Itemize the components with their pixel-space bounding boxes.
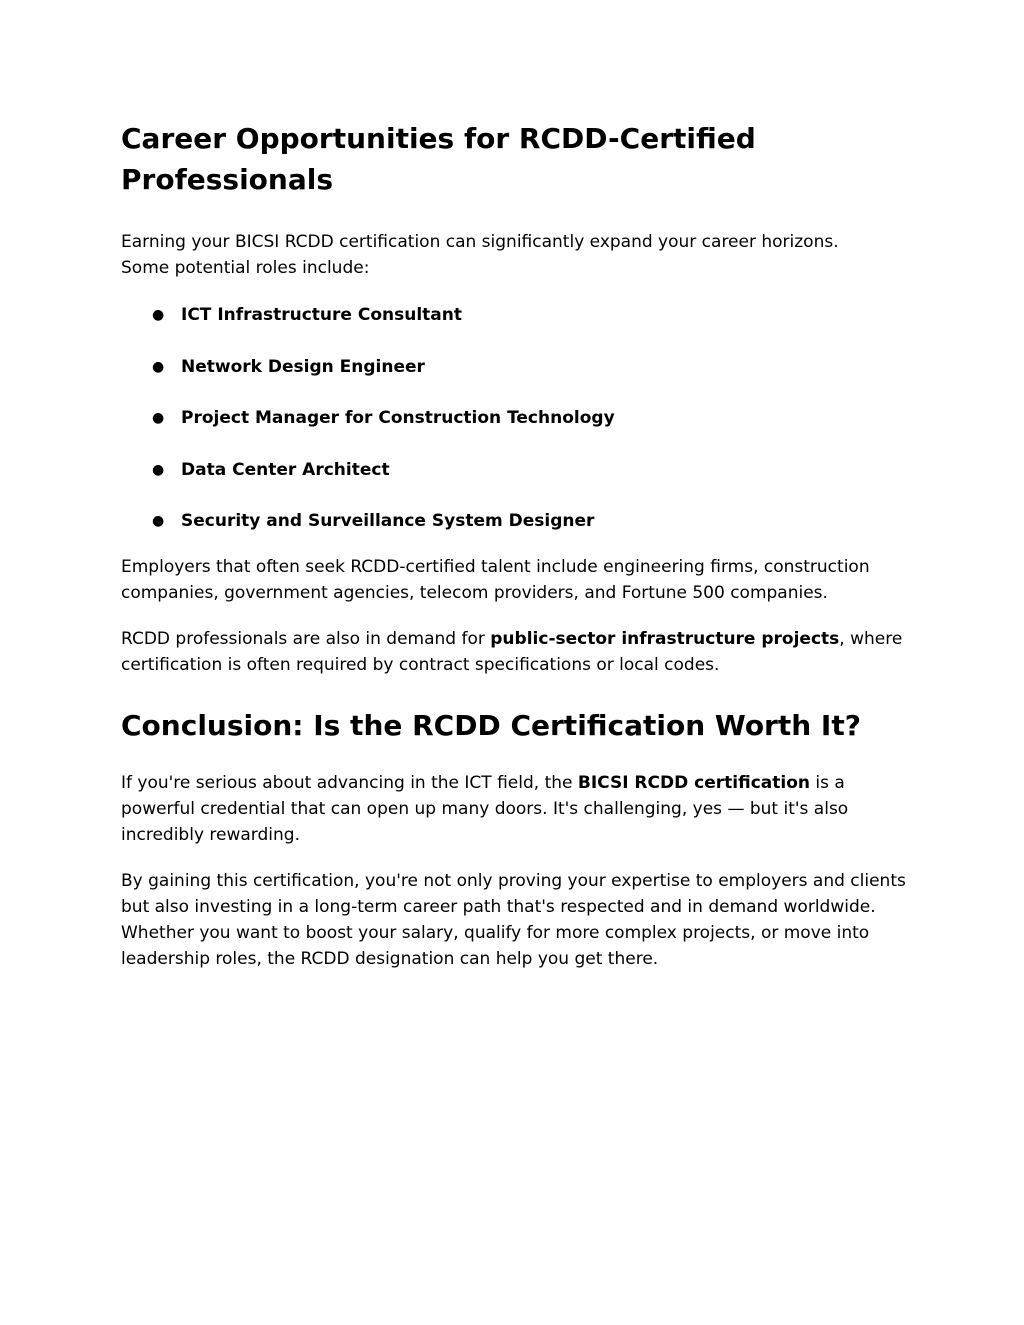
- role-label: ICT Infrastructure Consultant: [181, 305, 462, 325]
- public-sector-emphasis: public-sector infrastructure projects: [490, 629, 840, 649]
- list-item: [121, 457, 911, 483]
- document-page: [121, 118, 911, 972]
- heading-conclusion: Conclusion: Is the RCDD Certification Worth It?: [121, 709, 861, 742]
- conclusion-paragraph-2: By gaining this certification, you're not only proving your expertise to employers and clients but also investing in a long-term career path that's respected and in demand worldwide. Whether you want to boost your salary, qualify for more complex projects, or move into leadership roles, the RCDD designation can help you get there.: [121, 871, 906, 969]
- bullet-icon: ●: [152, 410, 165, 426]
- role-label: Project Manager for Construction Technology: [181, 408, 615, 428]
- list-item: [121, 405, 911, 431]
- role-label: Data Center Architect: [181, 459, 390, 480]
- intro-paragraph: Earning your BICSI RCDD certification can significantly expand your career horizons. Some potential roles include:: [121, 232, 839, 278]
- conclusion-text-after: is a powerful credential that can open up many doors. It's challenging, yes — but it's also incredibly rewarding.: [121, 773, 849, 845]
- list-item: [121, 508, 911, 534]
- heading-career-opportunities: Career Opportunities for RCDD-Certified Professionals: [121, 122, 756, 196]
- role-label: Network Design Engineer: [181, 356, 425, 377]
- bullet-icon: ●: [152, 307, 165, 323]
- public-sector-text-before: RCDD professionals are also in demand for: [121, 629, 491, 649]
- roles-list: [121, 302, 911, 534]
- bullet-icon: ●: [152, 513, 165, 529]
- bullet-icon: ●: [152, 461, 165, 478]
- public-sector-text-after: , where certification is often required by contract specifications or local codes.: [121, 629, 903, 675]
- bullet-icon: ●: [152, 358, 165, 375]
- role-label: Security and Surveillance System Designer: [181, 511, 595, 531]
- list-item: [121, 354, 911, 380]
- conclusion-text-before: If you're serious about advancing in the ICT field, the: [121, 773, 578, 793]
- public-sector-paragraph: [121, 626, 911, 678]
- employers-paragraph: Employers that often seek RCDD-certified talent include engineering firms, construction companies, government agencies, telecom providers, and Fortune 500 companies.: [121, 557, 870, 603]
- conclusion-emphasis: BICSI RCDD certification: [577, 773, 810, 793]
- list-item: [121, 302, 911, 328]
- conclusion-paragraph-1: [121, 770, 911, 848]
